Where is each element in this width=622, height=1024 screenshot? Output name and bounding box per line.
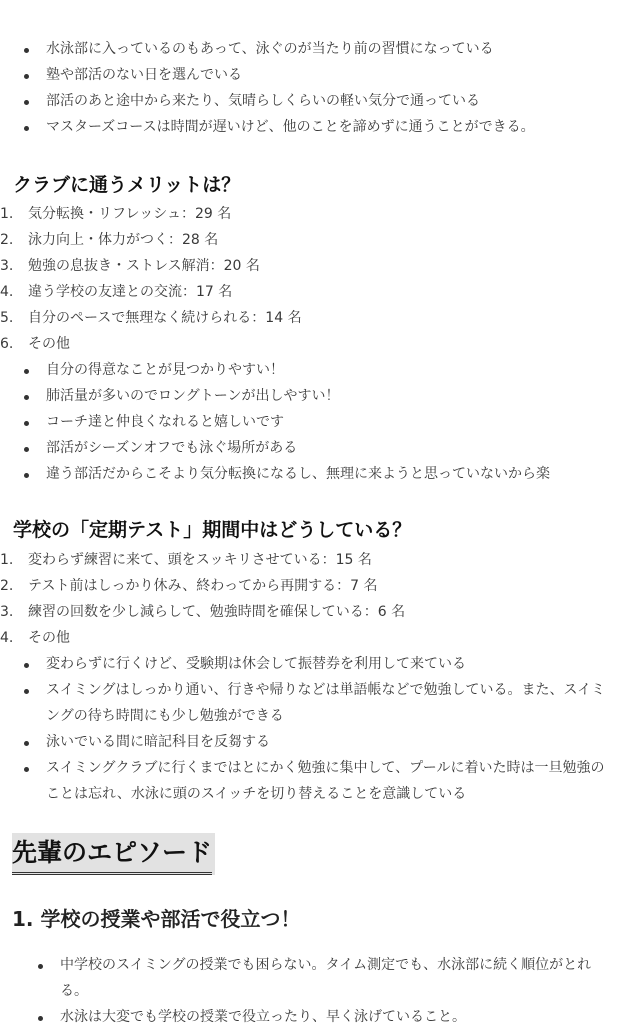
test-period-heading: 学校の「定期テスト」期間中はどうしている？ <box>13 519 412 541</box>
episode-title: 先輩のエピソード <box>12 836 212 875</box>
item-text: 気分転換・リフレッシュ：29 名 <box>28 206 232 222</box>
list-item: 部活のあと途中から来たり、気晴らしくらいの軽い気分で通っている <box>0 88 622 114</box>
list-item <box>0 201 622 227</box>
list-item <box>0 227 622 253</box>
episode-subheading: 1. 学校の授業や部活で役立つ！ <box>12 907 301 931</box>
item-text: 違う学校の友達との交流：17 名 <box>28 284 233 300</box>
list-item <box>0 253 622 279</box>
episode-heading-box <box>12 833 215 875</box>
item-text: 泳力向上・体力がつく：28 名 <box>28 232 219 248</box>
episode-bullet-list <box>0 952 622 1024</box>
merit-other-list <box>0 357 622 487</box>
item-number: 4. <box>0 284 14 300</box>
item-number: 2. <box>0 232 14 248</box>
list-item: 塾や部活のない日を選んでいる <box>0 62 622 88</box>
list-item: マスターズコースは時間が遅いけど、他のことを諦めずに通うことができる。 <box>0 114 622 140</box>
item-number: 2. <box>0 578 14 594</box>
test-numbered-list <box>0 547 622 807</box>
habit-bullet-list <box>0 36 622 140</box>
list-item: 泳いでいる間に暗記科目を反芻する <box>0 729 622 755</box>
item-text: 練習の回数を少し減らして、勉強時間を確保している：6 名 <box>28 604 406 620</box>
item-number: 3. <box>0 604 14 620</box>
item-text: テスト前はしっかり休み、終わってから再開する：7 名 <box>28 578 378 594</box>
item-number: 5. <box>0 310 14 326</box>
list-item: 水泳部に入っているのもあって、泳ぐのが当たり前の習慣になっている <box>0 36 622 62</box>
list-item: 違う部活だからこそより気分転換になるし、無理に来ようと思っていないから楽 <box>0 461 622 487</box>
merit-heading: クラブに通うメリットは？ <box>13 174 241 196</box>
list-item: コーチ達と仲良くなれると嬉しいです <box>0 409 622 435</box>
list-item: スイミングはしっかり通い、行きや帰りなどは単語帳などで勉強している。また、スイミングの待ち時間にも少し勉強ができる <box>0 677 622 729</box>
list-item: 変わらずに行くけど、受験期は休会して振替券を利用して来ている <box>0 651 622 677</box>
list-item <box>0 573 622 599</box>
list-item: 自分の得意なことが見つかりやすい！ <box>0 357 622 383</box>
list-item: 部活がシーズンオフでも泳ぐ場所がある <box>0 435 622 461</box>
list-item <box>0 547 622 573</box>
item-number: 4. <box>0 630 14 646</box>
list-item <box>0 599 622 625</box>
list-item: 肺活量が多いのでロングトーンが出しやすい！ <box>0 383 622 409</box>
list-item: 中学校のスイミングの授業でも困らない。タイム測定でも、水泳部に続く順位がとれる。 <box>0 952 622 1004</box>
list-item: 水泳は大変でも学校の授業で役立ったり、早く泳げていること。 <box>0 1004 622 1024</box>
item-text: その他 <box>28 630 70 646</box>
list-item <box>0 625 622 807</box>
test-other-list <box>0 651 622 807</box>
list-item: スイミングクラブに行くまではとにかく勉強に集中して、プールに着いた時は一旦勉強のことは忘れ、水泳に頭のスイッチを切り替えることを意識している <box>0 755 622 807</box>
item-number: 6. <box>0 336 14 352</box>
list-item <box>0 279 622 305</box>
merit-numbered-list <box>0 201 622 487</box>
item-number: 3. <box>0 258 14 274</box>
item-text: 変わらず練習に来て、頭をスッキリさせている：15 名 <box>28 552 372 568</box>
item-number: 1. <box>0 552 14 568</box>
list-item <box>0 305 622 331</box>
item-text: 勉強の息抜き・ストレス解消：20 名 <box>28 258 260 274</box>
item-text: その他 <box>28 336 70 352</box>
item-text: 自分のペースで無理なく続けられる：14 名 <box>28 310 302 326</box>
item-number: 1. <box>0 206 14 222</box>
list-item <box>0 331 622 487</box>
